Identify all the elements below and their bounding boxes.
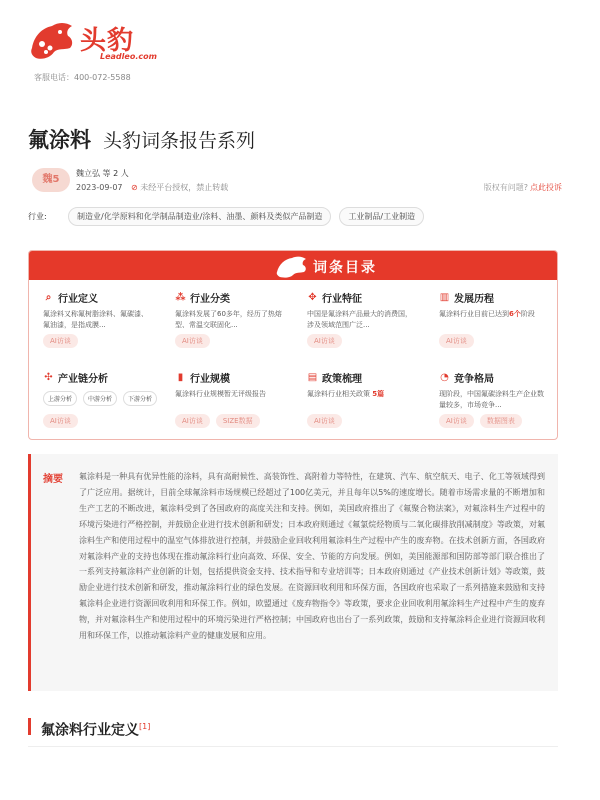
ai-interview-chip[interactable]: AI访谈 <box>439 414 474 428</box>
scale-icon: ▮ <box>177 372 184 383</box>
author-name[interactable]: 魏立弘 等 2 人 <box>76 169 129 178</box>
hotline: 客服电话：400-072-5588 <box>34 73 131 82</box>
industry-label: 行业: <box>28 212 47 221</box>
toc-item-features[interactable] <box>293 280 425 360</box>
brand-name: 头豹 <box>80 26 135 56</box>
toc-item-title: 行业分类 <box>190 294 230 305</box>
chain-tag[interactable]: 下游分析 <box>123 391 157 406</box>
ai-interview-chip[interactable]: AI访谈 <box>43 414 78 428</box>
chain-tag[interactable]: 上游分析 <box>43 391 77 406</box>
toc-item-classification[interactable] <box>161 280 293 360</box>
toc-item-desc: 氟涂料行业规模暂无评级报告 <box>175 390 266 398</box>
size-data-chip[interactable]: SIZE数据 <box>216 414 260 428</box>
toc-item-policy[interactable] <box>293 360 425 440</box>
toc-item-desc <box>439 309 547 331</box>
toc-item-desc: 中国是氟涂料产品最大的消费国，涉及领域范围广泛... <box>307 310 412 329</box>
toc-item-title: 行业规模 <box>190 374 230 385</box>
ai-interview-chip[interactable]: AI访谈 <box>307 414 342 428</box>
toc-item-title: 竞争格局 <box>454 374 494 385</box>
ai-interview-chip[interactable]: AI访谈 <box>175 334 210 348</box>
policy-icon: ▤ <box>307 372 318 383</box>
report-title: 氟涂料 <box>28 128 91 152</box>
chain-icon: ✣ <box>44 372 53 383</box>
toc-desc-text: 氟涂料行业相关政策 <box>307 390 370 398</box>
toc-item-chain[interactable] <box>29 360 161 440</box>
toc-item-title: 行业定义 <box>58 294 98 305</box>
toc-desc-text: 氟涂料行业目前已达到 <box>439 310 509 318</box>
feature-icon: ✥ <box>308 292 317 303</box>
footnote-ref[interactable]: [1] <box>139 722 151 731</box>
section-heading <box>28 718 151 739</box>
toc-item-desc: 氟涂料发展了60多年，经历了热熔型、常温交联固化... <box>175 310 282 329</box>
complaint-link[interactable]: 点此投诉 <box>530 183 562 192</box>
report-series: 头豹词条报告系列 <box>103 130 256 152</box>
toc-desc-highlight: 5篇 <box>372 390 385 398</box>
toc-item-desc: 氟涂料又称氟树脂涂料、氟碳漆、氟油漆，是指成膜... <box>43 310 148 329</box>
toc-grid <box>29 280 557 440</box>
prohibited-icon: ⊘ <box>131 183 138 192</box>
brand-url: Leadleo.com <box>100 52 157 61</box>
toc-item-title: 发展历程 <box>454 294 494 305</box>
abstract-label: 摘要 <box>43 474 63 485</box>
data-chart-chip[interactable]: 数据图表 <box>480 414 522 428</box>
toc-item-history[interactable] <box>425 280 557 360</box>
leopard-icon <box>275 254 309 278</box>
toc-desc-highlight: 6个 <box>509 310 521 318</box>
toc-item-title: 产业链分析 <box>58 374 108 385</box>
abstract-text: 氟涂料是一种具有优异性能的涂料，具有高耐候性、高装饰性、高附着力等特性，在建筑、汽车、航空航天、电子、化工等领域得到了广泛应用。据统计，目前全球氟涂料市场规模已经超过了100亿美元，并且每年以5%的速度增长。随着市场需求量的不断增加和生产工艺的不断改进，氟涂料受到了各国政府的高度关注和支持。例如，美国政府推出了《氟聚合物法案》，对氟涂料生产过程中的环境污染进行严格控制，并鼓励企业进行技术创新和研发；日本政府则通过《氟氯烷烃物质与二氧化碳排放削减制度》等政策，对氟涂料生产和使用过程中的温室气体排放进行控制，并鼓励企业回收利用氟涂料生产过程中产生的废弃物。在技术创新方面，各国政府对氟涂料产业的支持也体现在推动氟涂料行业向高效、环保、安全、节能的方向发展。例如，美国能源部和国防部等部门联合推出了一系列支持氟涂料产业创新的计划，包括提供资金支持、技术指导和专业培训等；日本政府则通过《产业技术创新计划》等政策，鼓励企业进行技术创新和研发，推动氟涂料行业的绿色发展。在资源回收利用和环保方面，各国政府也采取了一系列措施来鼓励和支持氟涂料企业进行资源回收利用和环保工作。例如，欧盟通过《废弃物指令》等政策，要求企业回收利用氟涂料生产过程中产生的废弃物，并对氟涂料生产和使用过程中的环境污染进行严格控制；中国政府也出台了一系列政策，鼓励和支持氟涂料企业进行资源回收利用和环保工作，以推动氟涂料产业的健康发展和应用。 <box>79 472 545 641</box>
industry-row <box>28 207 424 226</box>
search-doc-icon: ⌕ <box>45 292 52 303</box>
toc-title: 词条目录 <box>313 260 377 276</box>
toc-desc-text: 阶段 <box>520 310 535 318</box>
rights-notice <box>484 182 562 193</box>
author-meta <box>76 182 228 193</box>
competition-icon: ◔ <box>440 372 449 383</box>
toc-item-title: 行业特征 <box>322 294 362 305</box>
toc-item-scale[interactable] <box>161 360 293 440</box>
toc-item-desc <box>307 389 415 411</box>
industry-tag[interactable]: 工业制品/工业制造 <box>339 207 424 226</box>
ai-interview-chip[interactable]: AI访谈 <box>439 334 474 348</box>
toc-item-desc: 现阶段，中国氟碳涂料生产企业数量较多，市场竞争... <box>439 390 544 409</box>
copyright-notice-text: 未经平台授权，禁止转载 <box>140 183 229 192</box>
history-icon: ▥ <box>439 292 450 303</box>
leopard-logo-icon <box>28 18 76 62</box>
industry-tag[interactable]: 制造业/化学原料和化学制品制造业/涂料、油墨、颜料及类似产品制造 <box>68 207 331 226</box>
toc-item-competition[interactable] <box>425 360 557 440</box>
chain-tags <box>43 391 161 406</box>
rights-question: 版权有问题? <box>483 183 528 192</box>
chain-tag[interactable]: 中游分析 <box>83 391 117 406</box>
toc-item-title: 政策梳理 <box>322 374 362 385</box>
toc-header <box>29 251 557 280</box>
toc-panel <box>28 250 558 440</box>
section-title: 氟涂料行业定义 <box>41 722 139 739</box>
ai-interview-chip[interactable]: AI访谈 <box>307 334 342 348</box>
classify-icon: ⁂ <box>175 292 186 303</box>
divider <box>28 746 558 747</box>
avatar[interactable]: 魏5 <box>32 168 70 192</box>
toc-item-definition[interactable] <box>29 280 161 360</box>
page-title <box>28 124 255 154</box>
brand-logo <box>28 18 158 68</box>
abstract-box <box>28 454 558 691</box>
publish-date: 2023-09-07 <box>76 183 123 192</box>
ai-interview-chip[interactable]: AI访谈 <box>43 334 78 348</box>
copyright-notice <box>131 183 228 192</box>
ai-interview-chip[interactable]: AI访谈 <box>175 414 210 428</box>
